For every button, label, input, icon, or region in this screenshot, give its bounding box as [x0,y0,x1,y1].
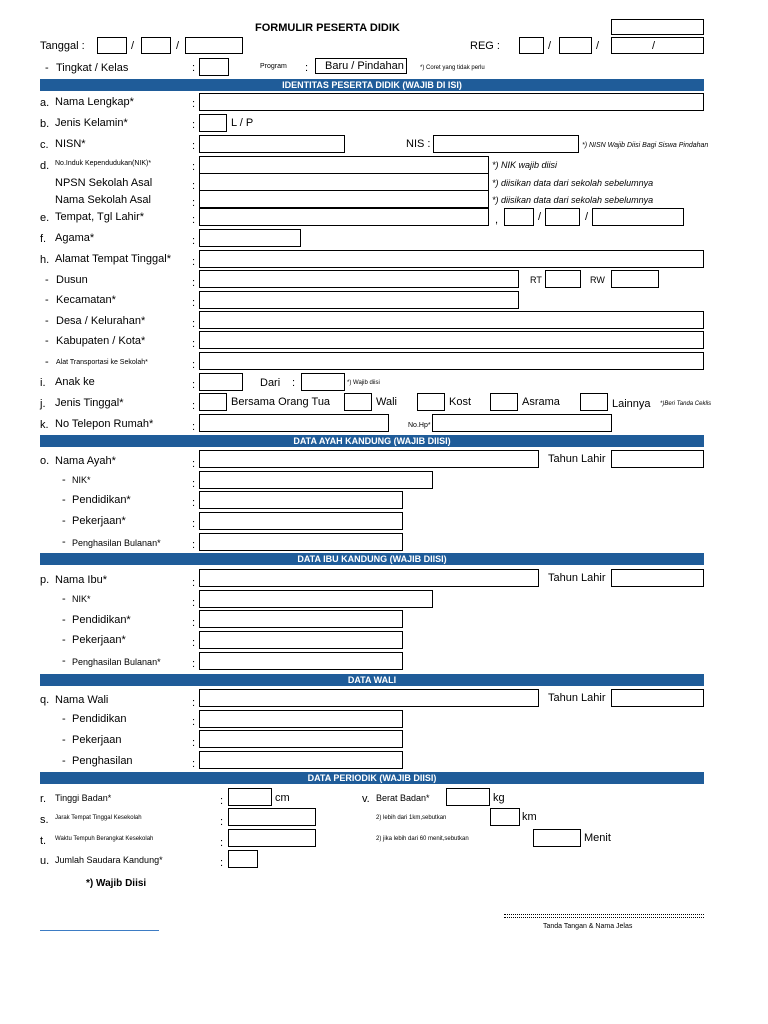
colon: : [192,458,196,470]
colon: : [192,617,196,629]
nama-wali-field[interactable] [199,689,539,707]
dash: - [45,294,49,306]
npsn-label: NPSN Sekolah Asal [55,177,153,189]
dash: - [62,474,66,486]
section-identitas: IDENTITAS PESERTA DIDIK (WAJIB DI ISI) [40,79,704,91]
colon: : [192,518,196,530]
section-ibu: DATA IBU KANDUNG (WAJIB DIISI) [40,553,704,565]
slash: / [596,40,600,52]
transportasi-label: Alat Transportasi ke Sekolah* [56,359,148,366]
colon: : [192,338,196,350]
checkbox-kost[interactable] [417,393,445,411]
colon: : [192,62,196,74]
dash: - [62,515,66,527]
dash: - [45,335,49,347]
section-ayah: DATA AYAH KANDUNG (WAJIB DIISI) [40,435,704,447]
dari-field[interactable] [301,373,345,391]
dusun-field[interactable] [199,270,519,288]
berat-label: Berat Badan* [376,793,430,803]
nis-field[interactable] [433,135,579,153]
letter-h: h. [40,254,50,266]
dash: - [62,494,66,506]
jenis-kelamin-field[interactable] [199,114,227,132]
cm-unit: cm [275,792,290,804]
colon: : [220,857,224,869]
nik-ibu-label: NIK* [72,594,91,604]
colon: : [192,119,196,131]
penghasilan-wali-label: Penghasilan [72,755,133,767]
colon: : [192,597,196,609]
reg-label: REG : [470,40,500,52]
tahun-ayah-label: Tahun Lahir [548,453,606,465]
pekerjaan-ibu-label: Pekerjaan* [72,634,126,646]
pendidikan-ibu-field[interactable] [199,610,403,628]
reg-field-1[interactable] [519,37,544,54]
opt-ortu-label: Bersama Orang Tua [231,396,331,408]
nama-ayah-field[interactable] [199,450,539,468]
opt-asrama-label: Asrama [522,396,560,408]
colon: : [292,377,296,389]
colon: : [192,758,196,770]
penghasilan-ayah-label: Penghasilan Bulanan* [72,538,161,548]
pekerjaan-wali-label: Pekerjaan [72,734,122,746]
jarak-field[interactable] [228,808,316,826]
penghasilan-ibu-label: Penghasilan Bulanan* [72,657,161,667]
colon: : [192,359,196,371]
tahun-wali-label: Tahun Lahir [548,692,606,704]
telepon-field[interactable] [199,414,389,432]
anak-ke-field[interactable] [199,373,243,391]
letter-p: p. [40,574,50,586]
program-label: Program [260,63,287,70]
tahun-ayah-field[interactable] [611,450,704,468]
kabupaten-field[interactable] [199,331,704,349]
colon: : [192,98,196,110]
jenis-tinggal-label: Jenis Tinggal* [55,397,124,409]
nama-ayah-label: Nama Ayah* [55,455,116,467]
letter-o: o. [40,455,50,467]
desa-label: Desa / Kelurahan* [56,315,146,327]
hp-label: No.Hp* [408,422,431,429]
colon: : [192,716,196,728]
slash: / [652,40,656,52]
letter-t: t. [40,835,47,847]
reg-field-3[interactable] [611,37,704,54]
colon: : [192,539,196,551]
checkbox-ortu[interactable] [199,393,227,411]
kecamatan-label: Kecamatan* [56,294,116,306]
anak-note: *) Wajib diisi [347,380,380,386]
letter-f: f. [40,233,47,245]
opt-lainnya-label: Lainnya [612,398,651,410]
letter-i: i. [40,377,46,389]
colon: : [220,837,224,849]
penghasilan-wali-field[interactable] [199,751,403,769]
section-wali: DATA WALI [40,674,704,686]
transportasi-field[interactable] [199,352,704,370]
nama-lengkap-field[interactable] [199,93,704,111]
agama-label: Agama* [55,232,95,244]
colon: : [192,197,196,209]
colon: : [192,318,196,330]
nik-field[interactable] [199,156,489,174]
colon: : [192,180,196,192]
nisn-note: *) NISN Wajib Diisi Bagi Siswa Pindahan [582,142,709,149]
nama-ibu-label: Nama Ibu* [55,574,107,586]
tahun-ibu-field[interactable] [611,569,704,587]
telepon-label: No Telepon Rumah* [55,418,154,430]
jarak-label: Jarak Tempat Tinggal Kesekolah [55,815,142,821]
tanggal-year-field[interactable] [185,37,243,54]
agama-field[interactable] [199,229,301,247]
tgl-lahir-month-field[interactable] [545,208,580,226]
signature-line [504,914,704,915]
menit-field[interactable] [533,829,581,847]
colon: : [192,140,196,152]
ttl-label: Tempat, Tgl Lahir* [55,211,145,223]
wajib-note: *) Wajib Diisi [86,878,147,889]
pendidikan-wali-field[interactable] [199,710,403,728]
kabupaten-label: Kabupaten / Kota* [56,335,146,347]
dash: - [62,536,66,548]
waktu-label: Waktu Tempuh Berangkat Kesekolah [55,836,154,842]
tanggal-label: Tanggal : [40,40,85,52]
dash: - [62,755,66,767]
nik-label: No.Induk Kependudukan(NIK)* [55,160,152,167]
nik-ayah-label: NIK* [72,475,91,485]
kecamatan-field[interactable] [199,291,519,309]
form-title: FORMULIR PESERTA DIDIK [255,22,400,34]
colon: : [192,697,196,709]
top-right-box[interactable] [611,19,704,35]
letter-b: b. [40,118,50,130]
nisn-field[interactable] [199,135,345,153]
hp-field[interactable] [432,414,612,432]
colon: : [192,256,196,268]
blue-line [40,930,159,931]
letter-r: r. [40,793,47,805]
pekerjaan-wali-field[interactable] [199,730,403,748]
dash: - [62,634,66,646]
penghasilan-ibu-field[interactable] [199,652,403,670]
nisn-label: NISN* [55,138,86,150]
waktu-field[interactable] [228,829,316,847]
saudara-label: Jumlah Saudara Kandung* [55,855,163,865]
letter-s: s. [40,814,49,826]
colon: : [192,400,196,412]
menit-unit: Menit [584,832,611,844]
nama-sekolah-note: *) diisikan data dari sekolah sebelumnya [492,195,654,205]
dash: - [62,734,66,746]
slash: / [176,40,180,52]
tinggi-label: Tinggi Badan* [55,793,112,803]
colon: : [192,161,196,173]
rw-label: RW [590,275,605,285]
dash: - [45,62,49,74]
npsn-note: *) diisikan data dari sekolah sebelumnya [492,178,654,188]
tinggal-note: *)Beri Tanda Ceklis [660,401,712,407]
dari-label: Dari [260,377,281,389]
tgl-lahir-year-field[interactable] [592,208,684,226]
tgl-lahir-day-field[interactable] [504,208,534,226]
nik-note: *) NIK wajib diisi [492,160,558,170]
dash: - [62,655,66,667]
dash: - [62,713,66,725]
rw-field[interactable] [611,270,659,288]
letter-a: a. [40,97,50,109]
anak-ke-label: Anak ke [55,376,95,388]
colon: : [192,637,196,649]
dash: - [45,274,49,286]
checkbox-wali[interactable] [344,393,372,411]
letter-q: q. [40,694,50,706]
dash: - [45,315,49,327]
opt-wali-label: Wali [376,396,397,408]
nama-sekolah-field[interactable] [199,190,489,208]
tingkat-label: Tingkat / Kelas [56,62,129,74]
signature-line [504,917,704,918]
rt-label: RT [530,275,542,285]
letter-j: j. [40,398,46,410]
nik-ayah-field[interactable] [199,471,433,489]
nama-ibu-field[interactable] [199,569,539,587]
pekerjaan-ayah-label: Pekerjaan* [72,515,126,527]
comma: , [495,214,499,226]
checkbox-asrama[interactable] [490,393,518,411]
nik-ibu-field[interactable] [199,590,433,608]
tanggal-day-field[interactable] [97,37,127,54]
tahun-wali-field[interactable] [611,689,704,707]
colon: : [220,816,224,828]
letter-c: c. [40,139,49,151]
letter-v: v. [362,793,370,805]
pendidikan-wali-label: Pendidikan [72,713,127,725]
berat-field[interactable] [446,788,490,806]
opt-kost-label: Kost [449,396,472,408]
waktu-note: 2) jika lebih dari 60 menit,sebutkan [376,836,469,842]
penghasilan-ayah-field[interactable] [199,533,403,551]
km-field[interactable] [490,808,520,826]
npsn-field[interactable] [199,173,489,191]
kg-unit: kg [493,792,505,804]
colon: : [192,235,196,247]
tingkat-field[interactable] [199,58,229,76]
tempat-lahir-field[interactable] [199,208,489,226]
colon: : [220,795,224,807]
program-value: Baru / Pindahan [325,60,404,72]
checkbox-lainnya[interactable] [580,393,608,411]
pendidikan-ayah-field[interactable] [199,491,403,509]
nis-label: NIS : [406,138,431,150]
ttd-label: Tanda Tangan & Nama Jelas [543,923,633,930]
tahun-ibu-label: Tahun Lahir [548,572,606,584]
letter-e: e. [40,212,50,224]
tinggi-field[interactable] [228,788,272,806]
pekerjaan-ibu-field[interactable] [199,631,403,649]
dash: - [45,356,49,368]
colon: : [192,297,196,309]
colon: : [192,497,196,509]
colon: : [192,421,196,433]
colon: : [192,379,196,391]
colon: : [305,62,309,74]
alamat-label: Alamat Tempat Tinggal* [55,253,171,265]
colon: : [192,737,196,749]
nama-lengkap-label: Nama Lengkap* [55,96,134,108]
tanggal-month-field[interactable] [141,37,171,54]
km-unit: km [522,811,537,823]
slash: / [548,40,552,52]
dusun-label: Dusun [56,274,88,286]
nama-wali-label: Nama Wali [55,694,109,706]
letter-d: d. [40,160,50,172]
colon: : [192,277,196,289]
colon: : [192,214,196,226]
rt-field[interactable] [545,270,581,288]
reg-field-2[interactable] [559,37,592,54]
slash: / [585,211,589,223]
dash: - [62,614,66,626]
desa-field[interactable] [199,311,704,329]
colon: : [192,478,196,490]
slash: / [131,40,135,52]
jenis-kelamin-label: Jenis Kelamin* [55,117,128,129]
dash: - [62,593,66,605]
pendidikan-ibu-label: Pendidikan* [72,614,131,626]
pekerjaan-ayah-field[interactable] [199,512,403,530]
nama-sekolah-label: Nama Sekolah Asal [55,194,151,206]
letter-u: u. [40,855,50,867]
jarak-note: 2) lebih dari 1km,sebutkan [376,815,447,821]
saudara-field[interactable] [228,850,258,868]
section-periodik: DATA PERIODIK (WAJIB DIISI) [40,772,704,784]
colon: : [192,577,196,589]
program-note: *) Coret yang tidak perlu [420,65,485,71]
alamat-field[interactable] [199,250,704,268]
pendidikan-ayah-label: Pendidikan* [72,494,131,506]
slash: / [538,211,542,223]
letter-k: k. [40,419,49,431]
colon: : [192,658,196,670]
lp-text: L / P [231,117,254,129]
